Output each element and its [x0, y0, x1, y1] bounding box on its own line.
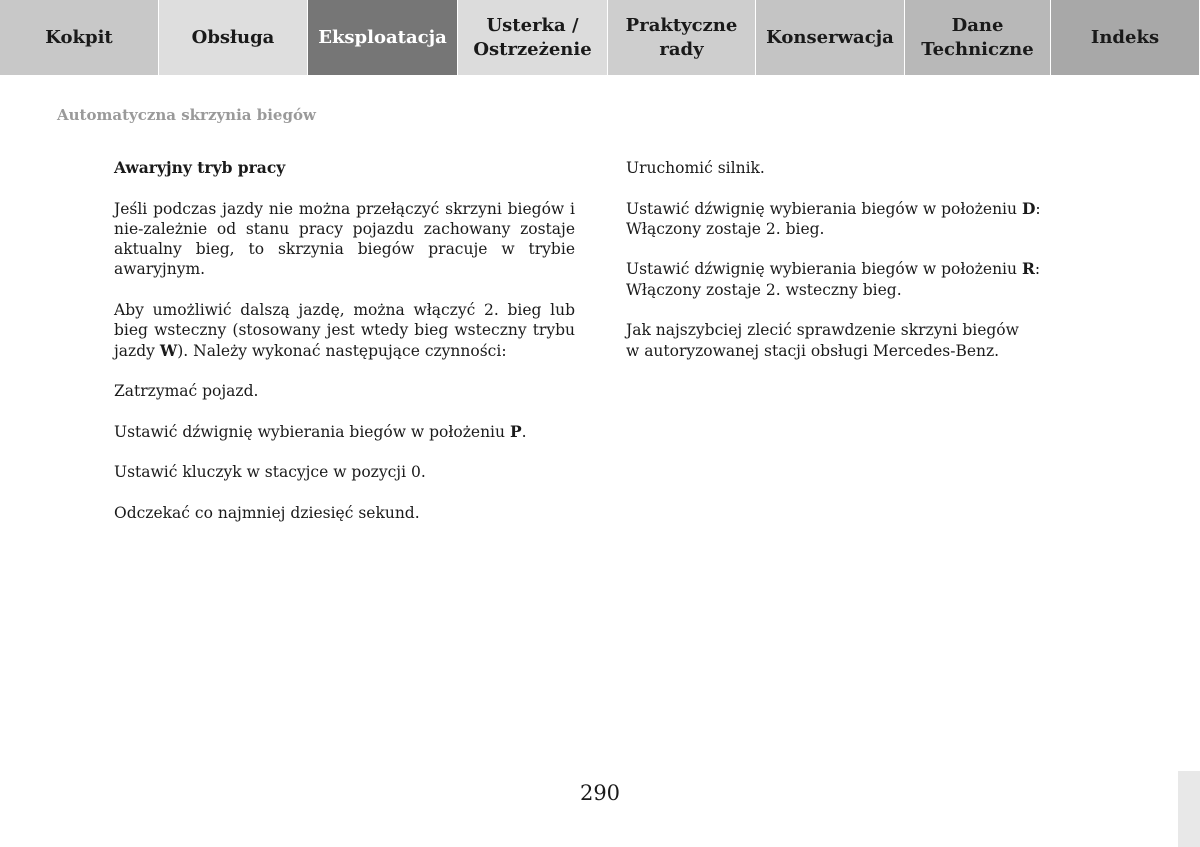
- step-select-r-tail: :: [1034, 260, 1041, 279]
- step-stop-vehicle: Zatrzymać pojazd.: [114, 382, 259, 401]
- tab-indeks-label: Indeks: [1090, 26, 1160, 48]
- service-advice: [626, 320, 1046, 361]
- service-advice-line1: Jak najszybciej zlecić sprawdzenie skrzyni biegów: [626, 321, 1019, 340]
- tab-usterka-label: Usterka / Ostrzeżenie: [473, 14, 592, 60]
- step-select-d: [626, 199, 1046, 240]
- gear-position-w: W: [159, 340, 178, 360]
- step-select-d-result: Włączony zostaje 2. bieg.: [626, 219, 825, 238]
- service-advice-line2: w autoryzowanej stacji obsługi Mercedes-Benz.: [626, 341, 1000, 360]
- step-select-p: [114, 422, 575, 442]
- tab-eksploatacja-label: Eksploatacja: [318, 26, 447, 48]
- page-number: 290: [579, 781, 621, 805]
- continue-driving-paragraph: [114, 300, 575, 361]
- tab-praktyczne-rady-label: Praktyczne rady: [625, 14, 738, 60]
- tab-indeks[interactable]: [1051, 0, 1200, 75]
- section-title: Automatyczna skrzynia biegów: [57, 106, 316, 124]
- tab-praktyczne-rady[interactable]: [608, 0, 756, 75]
- step-select-p-tail: .: [521, 422, 527, 441]
- step-start-engine: Uruchomić silnik.: [626, 159, 765, 177]
- step-select-r: [626, 259, 1046, 300]
- step-key-position: Ustawić kluczyk w stacyjce w pozycji 0.: [114, 463, 426, 482]
- step-select-p-text: Ustawić dźwignię wybierania biegów w położeniu: [114, 422, 510, 441]
- tab-konserwacja-label: Konserwacja: [766, 26, 894, 48]
- step-select-d-text: Ustawić dźwignię wybierania biegów w położeniu: [626, 199, 1022, 218]
- tab-usterka-ostrzezenie[interactable]: [458, 0, 608, 75]
- continue-driving-tail: ). Należy wykonać następujące czynności:: [177, 341, 507, 360]
- tab-dane-techniczne-label: Dane Techniczne: [921, 14, 1034, 60]
- continue-driving-text: Aby umożliwić dalszą jazdę, można włączyć 2. bieg lub bieg wsteczny (stosowany jest wtedy bieg wsteczny trybu jazdy: [114, 301, 575, 360]
- gear-position-r: R: [1021, 259, 1035, 279]
- page-edge-tab: [1178, 771, 1200, 847]
- step-select-d-tail: :: [1035, 199, 1041, 218]
- intro-paragraph: Jeśli podczas jazdy nie można przełączyć skrzyni biegów i nie-zależnie od stanu pracy pojazdu zachowany zostaje aktualny bieg, to skrzynia biegów pracuje w trybie awaryjnym.: [114, 199, 575, 279]
- emergency-mode-heading: Awaryjny tryb pracy: [114, 158, 286, 177]
- tab-obsluga-label: Obsługa: [191, 26, 275, 48]
- step-wait: Odczekać co najmniej dziesięć sekund.: [114, 504, 420, 523]
- step-select-r-text: Ustawić dźwignię wybierania biegów w położeniu: [626, 260, 1022, 279]
- tab-eksploatacja[interactable]: [308, 0, 458, 75]
- tab-kokpit[interactable]: [0, 0, 159, 75]
- tab-obsluga[interactable]: [159, 0, 308, 75]
- chapter-tab-bar: [0, 0, 1200, 75]
- tab-konserwacja[interactable]: [756, 0, 905, 75]
- left-column: [114, 158, 575, 544]
- step-select-r-result: Włączony zostaje 2. wsteczny bieg.: [626, 280, 902, 299]
- gear-position-d: D: [1021, 198, 1036, 218]
- tab-dane-techniczne[interactable]: [905, 0, 1051, 75]
- right-column: [626, 158, 1046, 381]
- tab-kokpit-label: Kokpit: [45, 26, 113, 48]
- gear-position-p: P: [509, 421, 522, 441]
